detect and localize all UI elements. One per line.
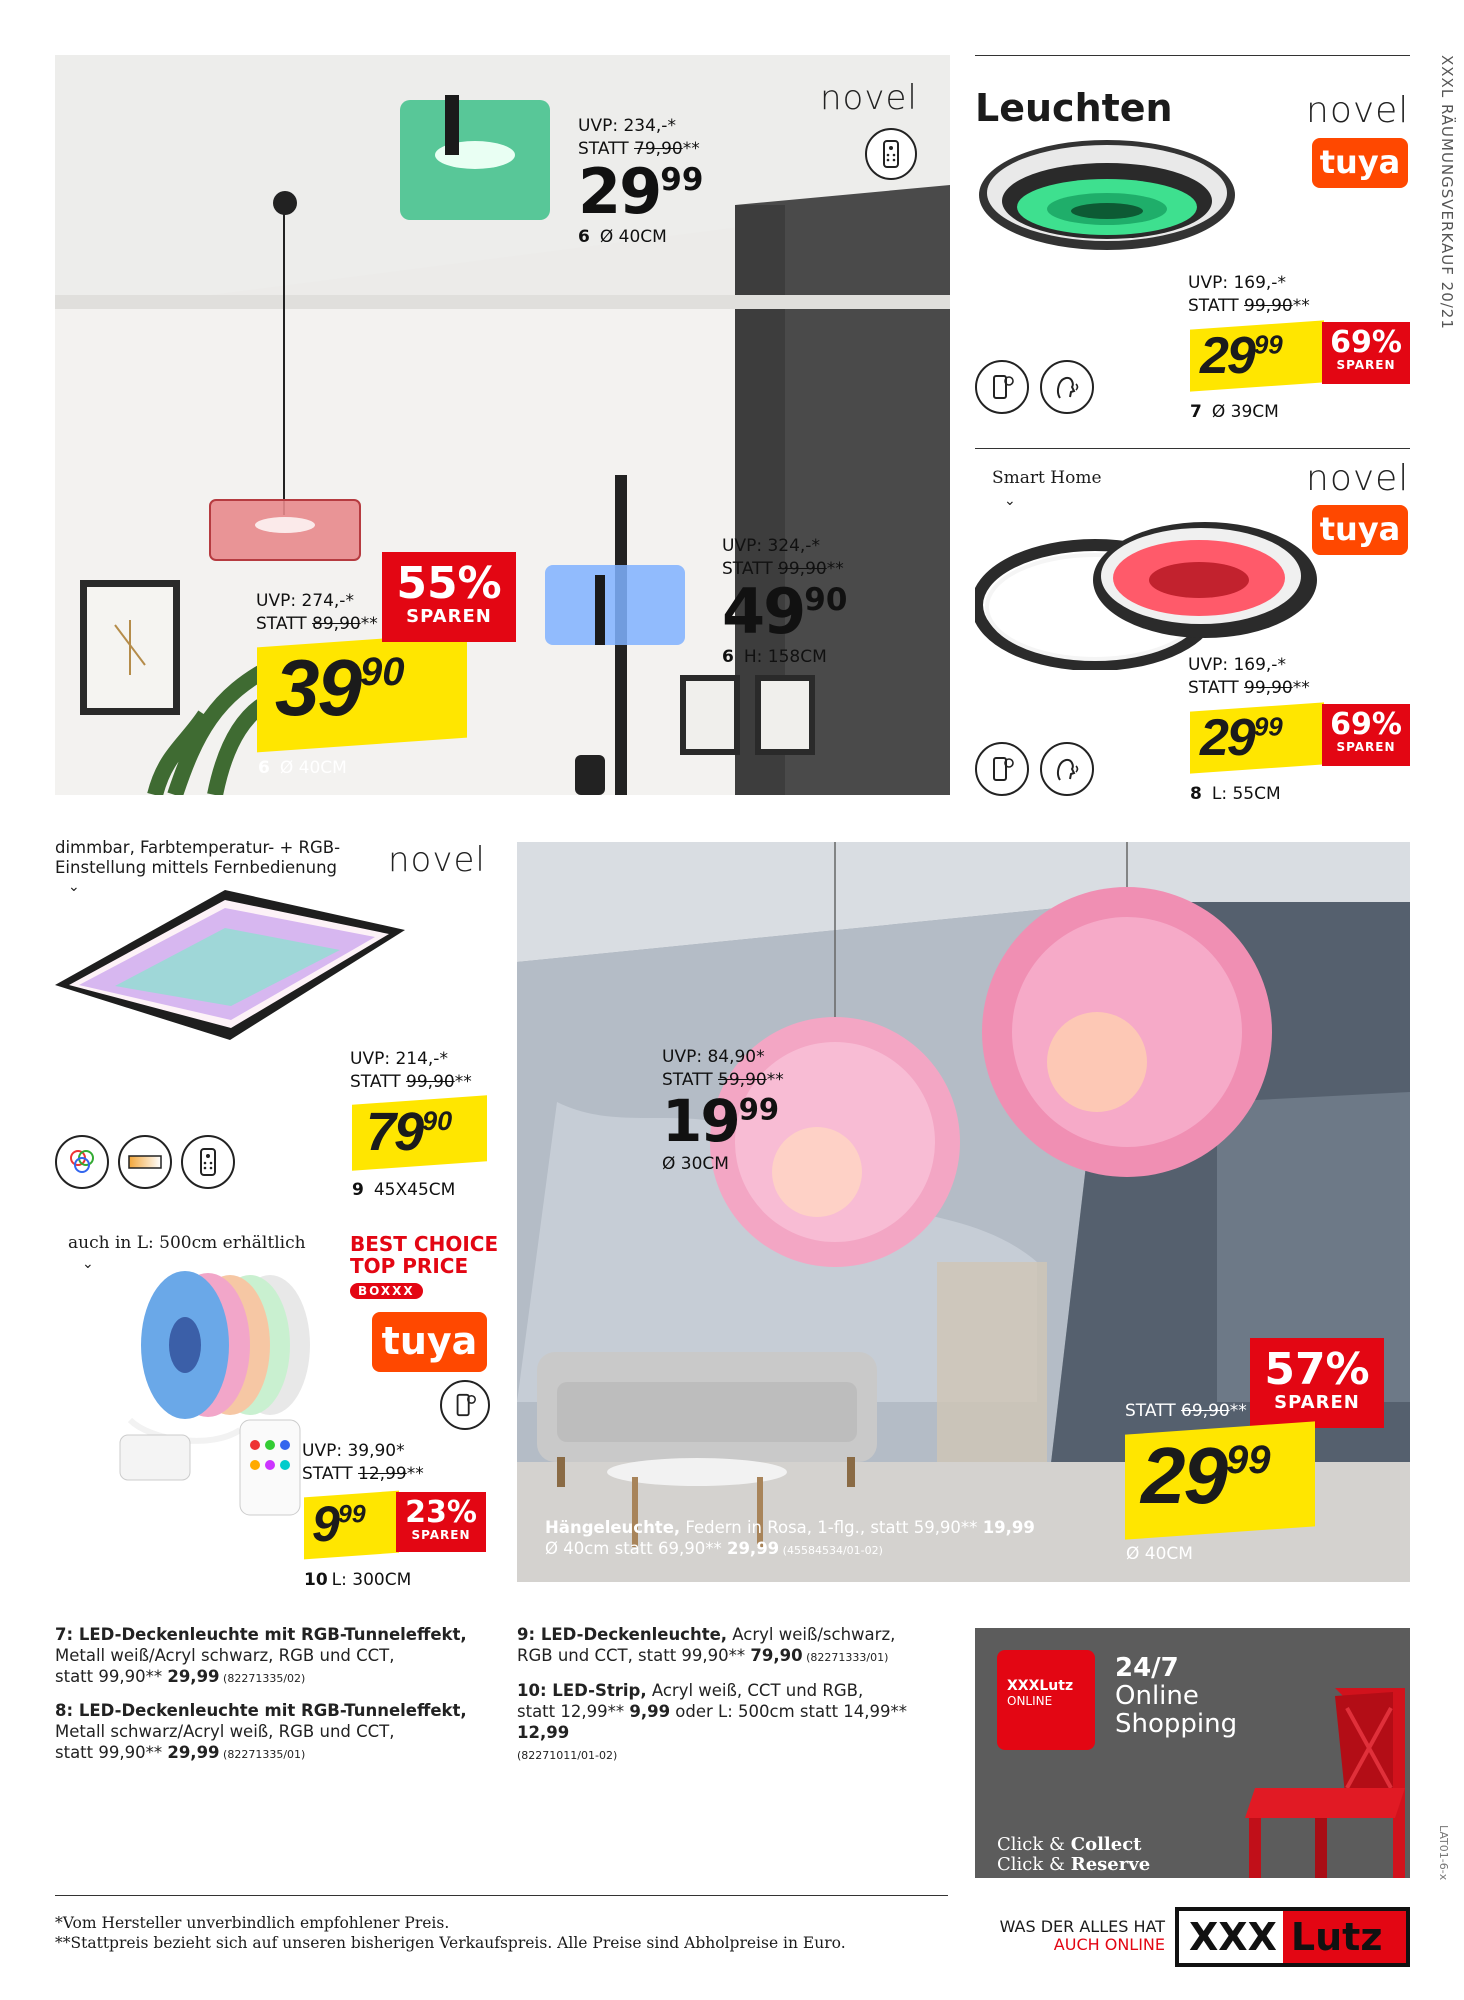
statt-7: STATT 99,90** xyxy=(1188,296,1310,316)
uvp-9: UVP: 214,-* xyxy=(350,1049,448,1069)
dim-6b-block xyxy=(258,754,347,778)
price-pink2: $29^{99}$ xyxy=(1141,1431,1271,1520)
desc-9-line2: RGB und CCT, statt 99,90** 79,90 (82271333/01) xyxy=(517,1646,889,1665)
chevron-down-icon-2: ⌄ xyxy=(68,878,80,894)
brand-novel-4: novel xyxy=(388,840,486,880)
brand-novel-3: novel xyxy=(1306,458,1410,499)
product-image-9 xyxy=(55,890,415,1050)
product-image-8 xyxy=(975,520,1375,670)
uvp-6b: UVP: 274,-* xyxy=(256,591,354,611)
discount-sparen-6b: SPAREN xyxy=(406,606,492,627)
remote-control-icon-9 xyxy=(181,1135,235,1189)
online-logo-line2: ONLINE xyxy=(1007,1694,1053,1708)
xxxlutz-online-logo xyxy=(997,1650,1095,1750)
desc-7-line3: statt 99,90** 29,99 (82271335/02) xyxy=(55,1667,306,1686)
desc-7-title: 7: LED-Deckenleuchte mit RGB-Tunneleffekt, xyxy=(55,1625,467,1644)
click-reserve[interactable]: Click & Reserve xyxy=(997,1854,1151,1875)
desc-7-line2: Metall weiß/Acryl schwarz, RGB und CCT, xyxy=(55,1646,395,1665)
dim-10-block xyxy=(304,1566,411,1590)
product-image-7 xyxy=(972,135,1242,265)
price-block-6a xyxy=(578,115,703,247)
discount-pct-pink2: 57% xyxy=(1264,1344,1370,1395)
statt-pink1: STATT 59,90** xyxy=(662,1070,784,1090)
chevron-down-icon-1: ⌄ xyxy=(1004,492,1016,508)
dim-pink2: Ø 40CM xyxy=(1126,1544,1193,1564)
red-chair-illustration xyxy=(1235,1688,1410,1878)
price-tag-9 xyxy=(352,1095,487,1170)
brand-novel-1: novel xyxy=(820,78,918,118)
click-collect[interactable]: Click & Collect xyxy=(997,1834,1142,1855)
online-online: Online xyxy=(1115,1681,1199,1711)
price-7: $29^{99}$ xyxy=(1200,327,1283,385)
desc-8-line3: statt 99,90** 29,99 (82271335/01) xyxy=(55,1743,306,1762)
best-choice-line2: TOP PRICE xyxy=(350,1254,469,1278)
side-code: LAT01-6-x xyxy=(1437,1825,1450,1881)
room-photo-pendants xyxy=(55,55,950,795)
price-tag-6b xyxy=(257,633,467,753)
smartphone-app-icon-8 xyxy=(975,742,1029,796)
voice-control-icon-7 xyxy=(1040,360,1094,414)
discount-sparen-7: SPAREN xyxy=(1336,358,1396,372)
online-shopping: Shopping xyxy=(1115,1709,1238,1739)
online-247: 24/7 xyxy=(1115,1653,1179,1683)
statt-6b: STATT 89,90** xyxy=(256,614,378,634)
divider-right-mid xyxy=(975,448,1410,449)
footnote-1: *Vom Hersteller unverbindlich empfohlener Preis. xyxy=(55,1914,450,1932)
desc-8-line2: Metall schwarz/Acryl weiß, RGB und CCT, xyxy=(55,1722,395,1741)
uvp-8: UVP: 169,-* xyxy=(1188,655,1286,675)
discount-badge-7 xyxy=(1322,322,1410,384)
price-10: $9^{99}$ xyxy=(312,1496,366,1552)
dim-8: 8 L: 55CM xyxy=(1190,784,1281,804)
footer-divider xyxy=(55,1895,948,1896)
statt-8: STATT 99,90** xyxy=(1188,678,1310,698)
discount-sparen-8: SPAREN xyxy=(1336,740,1396,754)
caption-pink-line2: Ø 40cm statt 69,90** 29,99 (45584534/01-02) xyxy=(545,1539,883,1558)
rgb-color-icon xyxy=(55,1135,109,1189)
description-7 xyxy=(55,1624,475,1689)
dim-9-block xyxy=(352,1176,455,1200)
uvp-10: UVP: 39,90* xyxy=(302,1441,405,1461)
smartphone-app-icon-10 xyxy=(440,1380,490,1430)
price-6c: $49^{90}$ xyxy=(722,575,848,648)
price-6a: $29^{99}$ xyxy=(578,155,704,228)
desc-8-title: 8: LED-Deckenleuchte mit RGB-Tunneleffekt, xyxy=(55,1701,467,1720)
statt-9: STATT 99,90** xyxy=(350,1072,472,1092)
remote-control-icon xyxy=(865,128,917,180)
description-8 xyxy=(55,1700,475,1765)
price-block-6b xyxy=(256,590,378,636)
dim-8-block xyxy=(1190,780,1281,804)
dim-9: 9 45X45CM xyxy=(352,1180,456,1200)
logo-lutz: Lutz xyxy=(1283,1911,1406,1963)
price-block-pink1 xyxy=(662,1046,784,1174)
dim-pink1: Ø 30CM xyxy=(662,1154,729,1174)
room-illustration xyxy=(55,55,950,795)
dim-7: 7 Ø 39CM xyxy=(1190,402,1279,422)
tagline-2: AUCH ONLINE xyxy=(1053,1935,1165,1954)
online-headline xyxy=(1115,1654,1237,1738)
price-8: $29^{99}$ xyxy=(1200,709,1283,767)
tuya-logo-2: tuya xyxy=(1312,505,1408,555)
discount-sparen-pink2: SPAREN xyxy=(1274,1392,1360,1413)
price-tag-8 xyxy=(1190,702,1324,773)
desc-10-title: 10: LED-Strip, Acryl weiß, CCT und RGB, xyxy=(517,1681,864,1700)
discount-badge-8 xyxy=(1322,704,1410,766)
online-shop-panel[interactable] xyxy=(975,1628,1410,1878)
description-9 xyxy=(517,1624,947,1668)
dim-10: 10 L: 300CM xyxy=(304,1570,412,1590)
statt-block-pink2 xyxy=(1125,1400,1247,1423)
side-label: XXXL RÄUMUNGSVERKAUF 20/21 xyxy=(1438,55,1456,330)
price-block-9 xyxy=(350,1048,472,1094)
desc-10-line2: statt 12,99** 9,99 oder L: 500cm statt 14,99** 12,99 xyxy=(517,1702,908,1742)
uvp-pink1: UVP: 84,90* xyxy=(662,1047,765,1067)
discount-sparen-10: SPAREN xyxy=(411,1528,471,1542)
uvp-6a: UVP: 234,-* xyxy=(578,116,676,136)
smartphone-app-icon-7 xyxy=(975,360,1029,414)
discount-badge-10 xyxy=(396,1492,486,1552)
tuya-logo-3: tuya xyxy=(372,1312,487,1372)
chevron-down-icon-3: ⌄ xyxy=(82,1255,94,1271)
tuya-logo-1: tuya xyxy=(1312,138,1408,188)
logo-xxx: XXX xyxy=(1189,1915,1277,1959)
online-logo-line1: XXXLutz xyxy=(1007,1678,1074,1694)
price-9: $79^{90}$ xyxy=(366,1102,453,1162)
discount-badge-6b xyxy=(382,552,516,642)
smart-home-label: Smart Home xyxy=(992,468,1102,488)
uvp-7: UVP: 169,-* xyxy=(1188,273,1286,293)
price-block-8 xyxy=(1188,654,1310,700)
price-6b: $39^{90}$ xyxy=(275,643,405,732)
statt-10: STATT 12,99** xyxy=(302,1464,424,1484)
dim-6b: 6 Ø 40CM xyxy=(258,758,347,778)
statt-6a: STATT 79,90** xyxy=(578,139,700,159)
discount-pct-10: 23% xyxy=(405,1495,477,1530)
description-10 xyxy=(517,1680,947,1766)
desc-10-code: (82271011/01-02) xyxy=(517,1749,618,1762)
desc-9-title: 9: LED-Deckenleuchte, Acryl weiß/schwarz, xyxy=(517,1625,896,1644)
section-heading: Leuchten xyxy=(975,86,1173,130)
dim-7-block xyxy=(1190,398,1279,422)
note-dimmbar: dimmbar, Farbtemperatur- + RGB-Einstellung mittels Fernbedienung xyxy=(55,838,341,877)
caption-pink-line1: Hängeleuchte, Federn in Rosa, 1-flg., statt 59,90** 19,99 xyxy=(545,1518,1035,1537)
discount-pct-7: 69% xyxy=(1330,325,1402,360)
uvp-6c: UVP: 324,-* xyxy=(722,536,820,556)
statt-6c: STATT 99,90** xyxy=(722,559,844,579)
price-tag-7 xyxy=(1190,320,1324,391)
color-temperature-icon xyxy=(118,1135,172,1189)
best-choice-line3: BOXXX xyxy=(350,1283,423,1299)
price-block-10 xyxy=(302,1440,424,1486)
voice-control-icon-8 xyxy=(1040,742,1094,796)
dim-6c: 6 H: 158CM xyxy=(722,647,827,667)
price-tag-pink2 xyxy=(1125,1421,1315,1539)
price-block-6c xyxy=(722,535,847,667)
tagline-1: WAS DER ALLES HAT xyxy=(999,1917,1165,1936)
footnote-2: **Stattpreis bezieht sich auf unseren bisherigen Verkaufspreis. Alle Preise sind Abholpreise in Euro. xyxy=(55,1934,846,1952)
brand-novel-2: novel xyxy=(1306,90,1410,131)
caption-pink xyxy=(545,1517,1045,1561)
price-block-7 xyxy=(1188,272,1310,318)
best-choice-line1: BEST CHOICE xyxy=(350,1232,499,1256)
dim-block-pink2 xyxy=(1126,1540,1193,1564)
discount-pct-8: 69% xyxy=(1330,707,1402,742)
note-strip: auch in L: 500cm erhältlich xyxy=(68,1233,306,1253)
xxxlutz-logo[interactable] xyxy=(1175,1907,1410,1967)
footer-tagline xyxy=(980,1918,1165,1954)
discount-pct-6b: 55% xyxy=(396,558,502,609)
divider-top-right xyxy=(975,55,1410,56)
statt-pink2: STATT 69,90** xyxy=(1125,1401,1247,1421)
price-tag-10 xyxy=(304,1491,399,1560)
discount-badge-pink2 xyxy=(1250,1338,1384,1428)
price-pink1: $19^{99}$ xyxy=(662,1087,780,1155)
dim-6a: 6 Ø 40CM xyxy=(578,227,667,247)
